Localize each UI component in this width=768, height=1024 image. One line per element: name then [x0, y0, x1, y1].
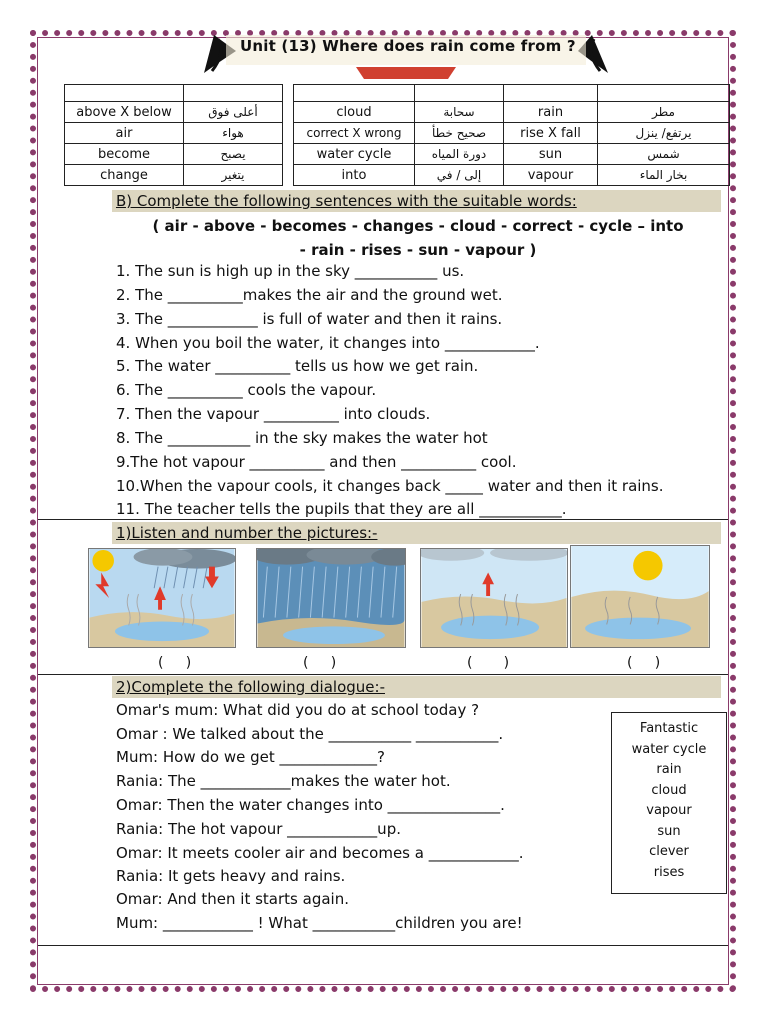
word-box	[611, 712, 727, 894]
dialogue-line-4: Rania: The ____________makes the water hot.	[116, 772, 451, 790]
sentence-2: 2. The __________makes the air and the ground wet.	[116, 286, 503, 304]
table-cell	[415, 85, 504, 102]
dialogue-line-9: Omar: And then it starts again.	[116, 890, 349, 908]
table-row	[294, 123, 730, 144]
table-cell	[65, 85, 184, 102]
table-cell: into	[294, 165, 415, 186]
sentence-10: 10.When the vapour cools, it changes back _____ water and then it rains.	[116, 477, 664, 495]
table-cell: أعلى فوق	[184, 102, 283, 123]
section-2-heading	[112, 676, 721, 698]
word-bank-line-1: ( air - above - becomes - changes - cloud - correct - cycle – into	[152, 217, 684, 235]
table-cell: هواء	[184, 123, 283, 144]
sentence-5: 5. The water __________ tells us how we get rain.	[116, 357, 479, 375]
table-row	[65, 102, 283, 123]
dialogue-line-3: Mum: How do we get _____________?	[116, 748, 385, 766]
answer-slot[interactable]: ( )	[158, 655, 192, 671]
dialogue-line-7: Omar: It meets cooler air and becomes a ____________.	[116, 844, 524, 862]
table-cell: sun	[504, 144, 598, 165]
table-cell: change	[65, 165, 184, 186]
table-cell	[294, 85, 415, 102]
divider	[38, 674, 728, 675]
table-cell: صحيح خطأ	[415, 123, 504, 144]
table-cell: سحابة	[415, 102, 504, 123]
sentence-1: 1. The sun is high up in the sky ___________ us.	[116, 262, 465, 280]
table-row	[294, 102, 730, 123]
sentence-9: 9.The hot vapour __________ and then __________ cool.	[116, 453, 517, 471]
divider	[38, 945, 728, 946]
picture-heavy-rain	[256, 548, 406, 648]
sentence-11: 11. The teacher tells the pupils that they are all ___________.	[116, 500, 567, 518]
word-box-item: Fantastic	[639, 721, 699, 736]
dialogue-line-8: Rania: It gets heavy and rains.	[116, 867, 346, 885]
table-cell: rise X fall	[504, 123, 598, 144]
answer-slot[interactable]: ( )	[467, 655, 510, 671]
sentence-7: 7. Then the vapour __________ into clouds.	[116, 405, 431, 423]
table-cell: water cycle	[294, 144, 415, 165]
table-cell: cloud	[294, 102, 415, 123]
sentence-6: 6. The __________ cools the vapour.	[116, 381, 377, 399]
table-row	[65, 165, 283, 186]
section-b-heading-text: B) Complete the following sentences with the suitable words:	[116, 192, 577, 210]
table-row	[65, 144, 283, 165]
page-title: Unit (13) Where does rain come from ?	[240, 37, 576, 55]
divider	[38, 519, 728, 520]
vocab-table-right	[293, 84, 730, 186]
word-box-item: cloud	[651, 782, 687, 798]
table-row	[294, 165, 730, 186]
table-cell: بخار الماء	[598, 165, 730, 186]
dialogue-line-6: Rania: The hot vapour ____________up.	[116, 820, 401, 838]
table-cell	[598, 85, 730, 102]
word-box-item: rain	[656, 762, 682, 777]
table-cell: air	[65, 123, 184, 144]
table-cell: correct X wrong	[294, 123, 415, 144]
dialogue-line-5: Omar: Then the water changes into _______________.	[116, 796, 505, 814]
table-cell	[504, 85, 598, 102]
word-box-item: rises	[653, 864, 685, 880]
table-cell: يصبح	[184, 144, 283, 165]
table-row	[294, 144, 730, 165]
sentence-8: 8. The ___________ in the sky makes the water hot	[116, 429, 488, 447]
vocab-table-left	[64, 84, 283, 186]
table-cell	[184, 85, 283, 102]
word-box-item: clever	[649, 844, 689, 859]
word-box-item: water cycle	[631, 741, 707, 757]
table-cell: شمس	[598, 144, 730, 165]
table-cell: يرتفع/ ينزل	[598, 123, 730, 144]
section-1-heading	[112, 522, 721, 544]
dialogue-line-2: Omar : We talked about the ___________ ___________.	[116, 725, 504, 743]
answer-slot[interactable]: ( )	[303, 655, 337, 671]
section-2-heading-text: 2)Complete the following dialogue:-	[116, 678, 385, 696]
table-row	[65, 123, 283, 144]
table-cell: يتغير	[184, 165, 283, 186]
dialogue-line-10: Mum: ____________ ! What ___________children you are!	[116, 914, 523, 932]
dialogue-line-1: Omar's mum: What did you do at school today ?	[116, 701, 480, 719]
word-box-item: sun	[657, 823, 681, 839]
table-cell: become	[65, 144, 184, 165]
table-cell: rain	[504, 102, 598, 123]
section-1-heading-text: 1)Listen and number the pictures:-	[116, 524, 378, 542]
picture-sun-heating-water	[570, 545, 710, 648]
sentence-3: 3. The ____________ is full of water and then it rains.	[116, 310, 503, 328]
word-box-item: vapour	[646, 803, 692, 818]
table-cell: دورة المياه	[415, 144, 504, 165]
picture-rain-and-vapour	[88, 548, 236, 648]
sentence-4: 4. When you boil the water, it changes into ____________.	[116, 334, 540, 352]
table-cell: مطر	[598, 102, 730, 123]
section-b-heading	[112, 190, 721, 212]
table-cell: إلى / في	[415, 165, 504, 186]
picture-vapour-rising	[420, 548, 568, 648]
answer-slot[interactable]: ( )	[627, 655, 661, 671]
table-cell: above X below	[65, 102, 184, 123]
table-cell: vapour	[504, 165, 598, 186]
word-bank-line-2: - rain - rises - sun - vapour )	[299, 241, 537, 259]
